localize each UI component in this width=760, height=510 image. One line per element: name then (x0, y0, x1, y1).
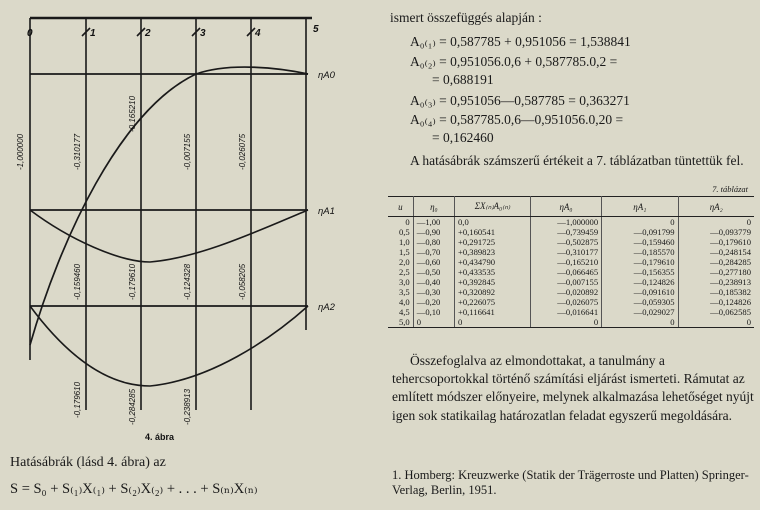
table-cell: 3,5 (388, 287, 413, 297)
table-cell: —0,185570 (602, 247, 678, 257)
results-table (388, 184, 754, 328)
table-cell: 5,0 (388, 317, 413, 328)
table-cell: 2,5 (388, 267, 413, 277)
a0-value-0: -1,000000 (16, 133, 25, 170)
table-row (388, 217, 754, 228)
table-cell: +0,291725 (455, 237, 531, 247)
equation-2b: = 0,688191 (432, 72, 494, 87)
influence-diagram (0, 0, 352, 446)
table-cell: 0 (413, 317, 454, 328)
th-a2: ηA₂ (678, 197, 754, 217)
a0-value-1: -0,310177 (73, 133, 82, 170)
table-cell: +0,160541 (455, 227, 531, 237)
table-cell: —0,124826 (710, 297, 751, 307)
influence-line-a2 (30, 306, 308, 386)
equation-3: A₀₍₃₎ = 0,951056—0,587785 = 0,363271 (410, 93, 630, 108)
a2-value-3: -0,238913 (183, 388, 192, 425)
table-cell: —0,165210 (530, 257, 601, 267)
table-row (388, 227, 754, 237)
table-cell: —1,000000 (530, 217, 601, 228)
table-cell: —0,90 (413, 227, 454, 237)
table-cell: 0 (455, 317, 531, 328)
table-cell: 1,0 (388, 237, 413, 247)
node-label-3: 3 (200, 28, 206, 39)
table-row (388, 237, 754, 247)
a1-value-2: -0,179610 (128, 263, 137, 300)
a0-value-3: -0,007155 (183, 133, 192, 170)
table-cell: —0,020892 (530, 287, 601, 297)
table-cell: —0,50 (413, 267, 454, 277)
a2-value-1: -0,179610 (73, 381, 82, 418)
table-cell: +0,392845 (455, 277, 531, 287)
line-label-a1: ηA1 (318, 206, 335, 217)
table-cell: —0,70 (413, 247, 454, 257)
table-cell: —0,093779 (710, 227, 751, 237)
table-cell: —0,016641 (530, 307, 601, 317)
th-u: u (388, 197, 413, 217)
table-cell: —0,60 (413, 257, 454, 267)
table-cell: —0,156355 (602, 267, 678, 277)
table-cell: 0 (602, 317, 678, 328)
table-caption: 7. táblázat (712, 184, 748, 194)
influence-line-a0 (30, 67, 308, 345)
a1-value-4: -0,058205 (238, 263, 247, 300)
node-label-1: 1 (90, 28, 96, 39)
table-cell: —0,159460 (602, 237, 678, 247)
line-label-a0: ηA0 (318, 70, 335, 81)
table-cell: —0,80 (413, 237, 454, 247)
table-cell: —0,739459 (530, 227, 601, 237)
table-cell: —0,091610 (602, 287, 678, 297)
node-label-4: 4 (255, 28, 261, 39)
th-a0: ηA₀ (530, 197, 601, 217)
table-cell: +0,116641 (455, 307, 531, 317)
table-cell: —0,179610 (602, 257, 678, 267)
table-cell: —0,284285 (710, 257, 751, 267)
table-cell: 2,0 (388, 257, 413, 267)
a1-value-3: -0,124328 (183, 263, 192, 300)
table-cell: —0,029027 (602, 307, 678, 317)
table-cell: +0,433535 (455, 267, 531, 277)
table-cell: —0,179610 (710, 237, 751, 247)
superposition-formula: S = S₀ + S₍₁₎X₍₁₎ + S₍₂₎X₍₂₎ + . . . + S₍ₙ₎X₍ₙ₎ (10, 481, 258, 497)
table-cell: 0,5 (388, 227, 413, 237)
equation-1: A₀₍₁₎ = 0,587785 + 0,951056 = 1,538841 (410, 34, 631, 49)
table-cell: 0 (602, 217, 678, 228)
table-cell: —0,40 (413, 277, 454, 287)
table-cell: 1,5 (388, 247, 413, 257)
paragraph-summary: Összefoglalva az elmondottakat, a tanulmány a tehercsoportokkal történő számítási eljárást ismerteti. Rámutat az említett módszer előnyeire, melynek alkalmazása lehetőséget nyújt igen sok statikailag határozatlan feladat egyszerű megoldására. (392, 353, 754, 423)
line-label-a2: ηA2 (318, 302, 335, 313)
equation-2a: A₀₍₂₎ = 0,951056.0,6 + 0,587785.0,2 = (410, 54, 618, 69)
table-cell: +0,320892 (455, 287, 531, 297)
table-cell: 0 (746, 217, 751, 227)
table-cell: —0,185382 (710, 287, 751, 297)
node-label-2: 2 (145, 28, 151, 39)
table-cell: —0,30 (413, 287, 454, 297)
table-cell: 0,0 (455, 217, 531, 228)
table-cell: —0,248154 (710, 247, 751, 257)
a2-value-2: -0,284285 (128, 388, 137, 425)
table-cell: —0,277180 (710, 267, 751, 277)
table-cell: 0 (388, 217, 413, 228)
table-row (388, 307, 754, 317)
table-cell: —0,310177 (530, 247, 601, 257)
table-cell: —0,066465 (530, 267, 601, 277)
table-row (388, 287, 754, 297)
th-eta0: η₀ (413, 197, 454, 217)
table-cell: —0,091799 (602, 227, 678, 237)
table-cell: —0,502875 (530, 237, 601, 247)
table-cell: —0,059305 (602, 297, 678, 307)
influence-figure (0, 0, 352, 446)
table-cell: —1,00 (413, 217, 454, 228)
a0-value-2: -0,165210 (128, 95, 137, 132)
table-cell: —0,007155 (530, 277, 601, 287)
node-label-5: 5 (313, 24, 319, 35)
influence-line-a1 (30, 210, 308, 262)
table-cell: —0,026075 (530, 297, 601, 307)
table-row (388, 277, 754, 287)
table-cell: —0,238913 (710, 277, 751, 287)
equation-4a: A₀₍₄₎ = 0,587785.0,6—0,951056.0,20 = (410, 112, 624, 127)
table-row (388, 247, 754, 257)
node-label-0: 0 (27, 28, 33, 39)
lead-text: ismert összefüggés alapján : (390, 10, 542, 25)
figure-caption: 4. ábra (145, 432, 175, 442)
table-header-row (388, 197, 754, 217)
table-cell: 4,0 (388, 297, 413, 307)
table-cell: —0,20 (413, 297, 454, 307)
table-cell: +0,389823 (455, 247, 531, 257)
th-a1: ηA₁ (602, 197, 678, 217)
table-cell: +0,434790 (455, 257, 531, 267)
table-row (388, 297, 754, 307)
table-cell: —0,062585 (710, 307, 751, 317)
table-cell: 0 (678, 317, 754, 328)
paragraph-table-intro: A hatásábrák számszerű értékeit a 7. táblázatban tüntettük fel. (410, 153, 744, 168)
table-row (388, 317, 754, 328)
table-cell: +0,226075 (455, 297, 531, 307)
table-row (388, 257, 754, 267)
a1-value-1: -0,159460 (73, 263, 82, 300)
footnote: 1. Homberg: Kreuzwerke (Statik der Trägerroste und Platten) Springer-Verlag, Berlin, 1951. (392, 468, 749, 497)
table-row (388, 267, 754, 277)
table-cell: —0,10 (413, 307, 454, 317)
th-sum: ΣX₍ₙ₎A₀₍ₙ₎ (455, 197, 531, 217)
table-cell: 0 (530, 317, 601, 328)
table-cell: 4,5 (388, 307, 413, 317)
a0-value-4: -0,026075 (238, 133, 247, 170)
table-cell: —0,124826 (602, 277, 678, 287)
left-intro-text: Hatásábrák (lásd 4. ábra) az (10, 455, 166, 470)
table-cell: 3,0 (388, 277, 413, 287)
equation-4b: = 0,162460 (432, 130, 494, 145)
